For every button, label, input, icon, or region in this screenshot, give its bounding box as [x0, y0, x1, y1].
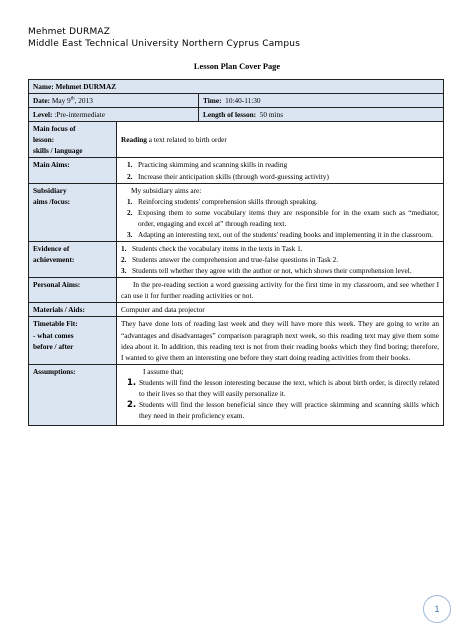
main-focus-value: [117, 122, 444, 158]
timetable-label-line2: - what comes: [33, 330, 74, 340]
page-number-badge: [423, 595, 451, 623]
level-length-row: [29, 108, 444, 122]
name-text: Name: Mehmet DURMAZ: [33, 82, 117, 91]
list-text: Reinforcing students' comprehension skills through speaking.: [138, 196, 318, 206]
length-label: Length of lesson:: [203, 110, 257, 120]
date-cell: [29, 94, 199, 108]
evidence-row: [29, 242, 444, 278]
list-text: Exposing them to some vocabulary items they are responsible for in the exam such as “mediator, order, engaging and excel at” through reading text.: [138, 207, 440, 228]
assumptions-intro: I assume that;: [143, 366, 184, 376]
list-number: 1.: [127, 196, 133, 206]
list-item: [121, 207, 439, 229]
subsidiary-aims-value: [117, 183, 444, 241]
date-year: , 2013: [74, 96, 93, 106]
personal-aims-label: Personal Aims:: [29, 278, 117, 303]
list-number: 3.: [127, 229, 133, 239]
list-number: 2.: [127, 207, 133, 217]
materials-value: Computer and data projector: [117, 303, 444, 317]
main-focus-skill: Reading: [121, 135, 147, 145]
timetable-value: They have done lots of reading last week and they will have more this week. They are going to write an “advantages and disadvantages” comparison paragraph next week, so this reading text may give them some idea about it. In addition, this reading text is not from their reading books which they find boring; therefore, I wanted to give them an interesting one before they start doing reading activities from their books.: [117, 317, 444, 364]
assumptions-label: Assumptions:: [29, 364, 117, 425]
length-value: 50 mins: [259, 110, 284, 120]
timetable-label-line3: before / after: [33, 341, 74, 351]
main-focus-row: [29, 122, 444, 158]
level-label: Level:: [33, 110, 53, 120]
date-label: Date:: [33, 96, 51, 106]
materials-row: [29, 303, 444, 317]
date-day: May 9: [51, 96, 71, 106]
assumptions-row: [29, 364, 444, 425]
header-author: Mehmet DURMAZ: [28, 27, 111, 37]
list-item: [121, 254, 439, 265]
list-item: [121, 229, 439, 240]
main-focus-label-line1: Main focus of: [33, 124, 76, 134]
list-text: Students answer the comprehension and true-false questions in Task 2.: [132, 255, 339, 265]
subsidiary-aims-row: [29, 183, 444, 241]
timetable-row: [29, 317, 444, 364]
materials-label: Materials / Aids:: [29, 303, 117, 317]
level-cell: [29, 108, 199, 122]
main-focus-label-line2: lesson:: [33, 135, 55, 145]
name-cell: [29, 80, 444, 94]
timetable-label-line1: Timetable Fit:: [33, 319, 78, 329]
lesson-plan-table: [28, 79, 444, 426]
list-number: 1.: [127, 160, 133, 170]
date-value: [52, 96, 93, 105]
time-label: Time:: [203, 96, 222, 106]
list-text: Students will find the lesson interesting because the text, which is about birth order, is directly related to their lives so that they will easily personalize it.: [139, 377, 440, 398]
list-text: Students tell whether they agree with the author or not, which shows their comprehension level.: [132, 266, 412, 276]
list-item: [121, 399, 439, 424]
page-number: 1: [434, 604, 440, 614]
list-item: [121, 196, 439, 207]
personal-aims-value: In the pre-reading section a word guessing activity for the first time in my classroom, and see whether I can use it for further reading activities or not.: [117, 278, 444, 303]
subsidiary-aims-label: [29, 183, 117, 241]
subsidiary-label-line1: Subsidiary: [33, 185, 67, 195]
main-aims-label: Main Aims:: [29, 158, 117, 183]
time-cell: [199, 94, 444, 108]
list-item: [121, 377, 439, 399]
list-number: 1.: [127, 377, 137, 388]
list-text: Practicing skimming and scanning skills in reading: [138, 160, 288, 170]
header-institution: Middle East Technical University Northern Cyprus Campus: [28, 39, 301, 49]
list-item: [121, 159, 439, 170]
list-number: 2.: [121, 255, 127, 265]
time-value: 10:40-11:30: [225, 96, 261, 106]
evidence-value: [117, 242, 444, 278]
main-focus-label: [29, 122, 117, 158]
date-time-row: [29, 94, 444, 108]
list-text: Increase their anticipation skills (through word-guessing activity): [138, 171, 329, 181]
date-suffix: th: [70, 96, 75, 102]
assumptions-value: [117, 364, 444, 425]
personal-aims-row: [29, 278, 444, 303]
list-text: Students check the vocabulary items in the texts in Task 1.: [132, 244, 303, 254]
timetable-label: [29, 317, 117, 364]
evidence-label-line1: Evidence of: [33, 244, 70, 254]
main-focus-description: a text related to birth order: [146, 135, 227, 145]
list-text: Students will find the lesson beneficial since they will practice skimming and scanning skills which they need in their proficiency exam.: [139, 400, 440, 421]
list-number: 2.: [127, 171, 133, 181]
page-title: Lesson Plan Cover Page: [193, 62, 281, 71]
list-number: 1.: [121, 244, 127, 254]
list-item: [121, 171, 439, 182]
length-cell: [199, 108, 444, 122]
list-text: Adapting an interesting text, out of the students' reading books and implementing it in the classroom.: [138, 229, 433, 239]
main-focus-label-line3: skills / language: [33, 146, 83, 156]
list-number: 3.: [121, 266, 127, 276]
evidence-label: [29, 242, 117, 278]
level-value: :Pre-intermediate: [54, 110, 105, 120]
main-aims-row: [29, 158, 444, 183]
subsidiary-intro: My subsidiary aims are:: [131, 185, 202, 195]
name-row: [29, 80, 444, 94]
main-aims-value: [117, 158, 444, 183]
list-number: 2.: [127, 400, 137, 411]
evidence-label-line2: achievement:: [33, 255, 75, 265]
subsidiary-label-line2: aims /focus:: [33, 196, 71, 206]
list-item: [121, 243, 439, 254]
list-item: [121, 265, 439, 276]
